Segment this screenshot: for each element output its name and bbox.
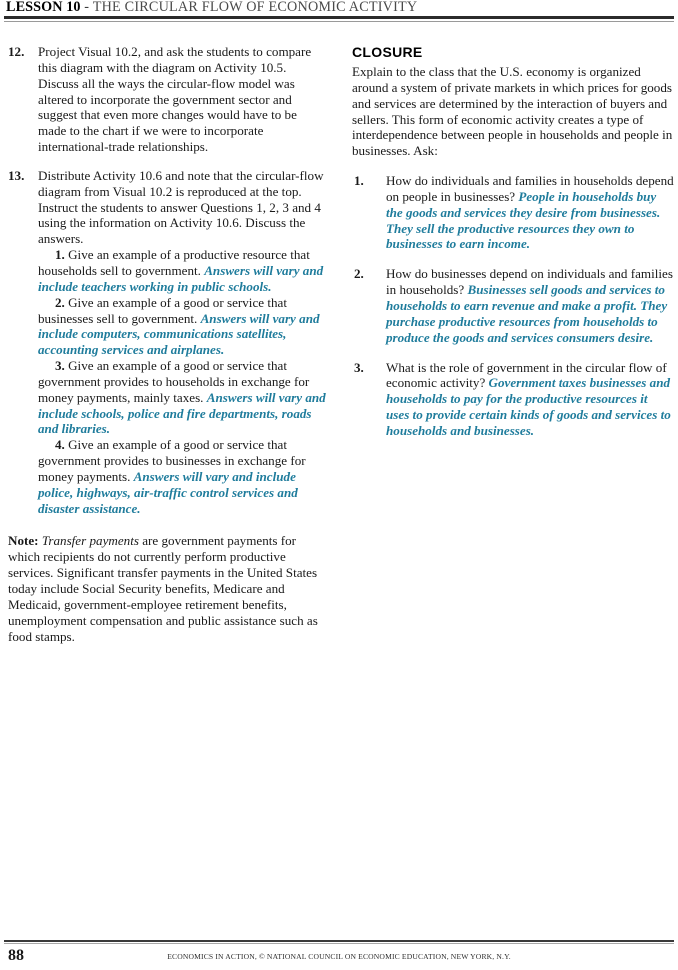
list-item-12 xyxy=(8,44,326,155)
closure-question-2-text: How do businesses depend on individuals and families in households? xyxy=(386,266,673,298)
closure-question-2-answer: Businesses sell goods and services to households to earn revenue and make a profit. They purchase productive resources from households to produce the goods and services consumers desire. xyxy=(386,282,668,345)
closure-question-1-number: 1. xyxy=(354,173,364,189)
sub-question-3-number: 3. xyxy=(55,358,65,374)
list-item-12-number: 12. xyxy=(8,44,25,59)
list-item-13-number: 13. xyxy=(8,167,25,183)
sub-question-2-answer: Answers will vary and include computers, communications satellites, accounting services and airplanes. xyxy=(38,310,320,358)
closure-question-3-text: What is the role of government in the circular flow of economic activity? xyxy=(386,359,667,391)
sub-question-3 xyxy=(38,358,326,437)
closure-heading: CLOSURE xyxy=(352,44,423,60)
left-column xyxy=(8,44,326,644)
running-head-lesson-number: LESSON 10 xyxy=(6,0,81,15)
sub-question-3-text: Give an example of a good or service that government provides to households in exchange for money payments, mainly taxes. xyxy=(38,358,310,405)
note-term: Transfer payments xyxy=(38,533,143,549)
list-item-13-text: Distribute Activity 10.6 and note that the circular-flow diagram from Visual 10.2 is reproduced at the top. Instruct the students to answer Questions 1, 2, 3 and 4 using the information on Activity 10.6. Discuss the answers. xyxy=(38,167,324,247)
right-column xyxy=(352,44,674,453)
sub-question-2-text: Give an example of a good or service that businesses sell to government. xyxy=(38,294,287,326)
sub-question-3-answer: Answers will vary and include schools, police and fire departments, roads and libraries. xyxy=(38,389,326,437)
header-rule-thin xyxy=(4,21,674,22)
closure-question-1-answer: People in households buy the goods and services they desire from businesses. They sell the productive resources they own to businesses to earn income. xyxy=(386,188,661,252)
running-head xyxy=(6,0,672,15)
sub-question-1 xyxy=(38,247,326,295)
sub-question-2-number: 2. xyxy=(55,294,65,310)
sub-question-1-text: Give an example of a productive resource that households sell to government. xyxy=(38,247,310,278)
page-number: 88 xyxy=(8,947,24,964)
running-head-title: THE CIRCULAR FLOW OF ECONOMIC ACTIVITY xyxy=(92,0,418,15)
closure-intro-paragraph: Explain to the class that the U.S. economy is organized around a system of private markets in which prices for goods and services are determined by the interaction of buyers and sellers. This form of economic activity creates a type of interdependence between people in households and people in businesses. Ask: xyxy=(352,64,673,159)
closure-question-2 xyxy=(352,266,674,345)
sub-question-4 xyxy=(38,437,326,516)
copyright-line: ECONOMICS IN ACTION, © NATIONAL COUNCIL ON ECONOMIC EDUCATION, NEW YORK, N.Y. xyxy=(167,952,511,961)
closure-question-2-number: 2. xyxy=(354,266,364,282)
sub-question-4-text: Give an example of a good or service that government provides to businesses in exchange for money payments. xyxy=(38,437,306,484)
header-rule-thick xyxy=(4,16,674,19)
closure-question-3 xyxy=(352,360,674,439)
sub-question-4-answer: Answers will vary and include police, highways, air-traffic control services and disaster assistance. xyxy=(38,468,298,516)
sub-question-2 xyxy=(38,295,326,358)
running-head-separator: - xyxy=(80,0,93,15)
list-item-13 xyxy=(8,168,326,517)
note-label: Note: xyxy=(8,533,39,549)
closure-question-1-text: How do individuals and families in households depend on people in businesses? xyxy=(386,173,674,204)
sub-question-1-answer: Answers will vary and include teachers working in public schools. xyxy=(38,262,324,294)
footer-rule-thick xyxy=(4,940,674,942)
closure-question-3-number: 3. xyxy=(354,359,364,375)
footer-rule-thin xyxy=(4,943,674,944)
sub-question-4-number: 4. xyxy=(55,437,65,453)
note-body: are government payments for which recipients do not currently perform productive services. Significant transfer payments in the United States today include Social Security benefits, Medicare and Medicaid, government-employee retirement benefits, unemployment compensation and public assistance such as food stamps. xyxy=(8,533,318,644)
transfer-payments-note xyxy=(8,533,326,644)
closure-question-3-answer: Government taxes businesses and households to pay for the productive resources it uses to provide certain kinds of goods and services to households and businesses. xyxy=(386,375,671,438)
sub-question-1-number: 1. xyxy=(55,247,65,263)
list-item-12-text: Project Visual 10.2, and ask the students to compare this diagram with the diagram on Activity 10.5. Discuss all the ways the circular-flow model was altered to incorporate the government sector and suggest that even more changes would have to be made to the chart if we were to incorporate international-trade relationships. xyxy=(38,44,312,155)
closure-question-1 xyxy=(352,173,674,252)
